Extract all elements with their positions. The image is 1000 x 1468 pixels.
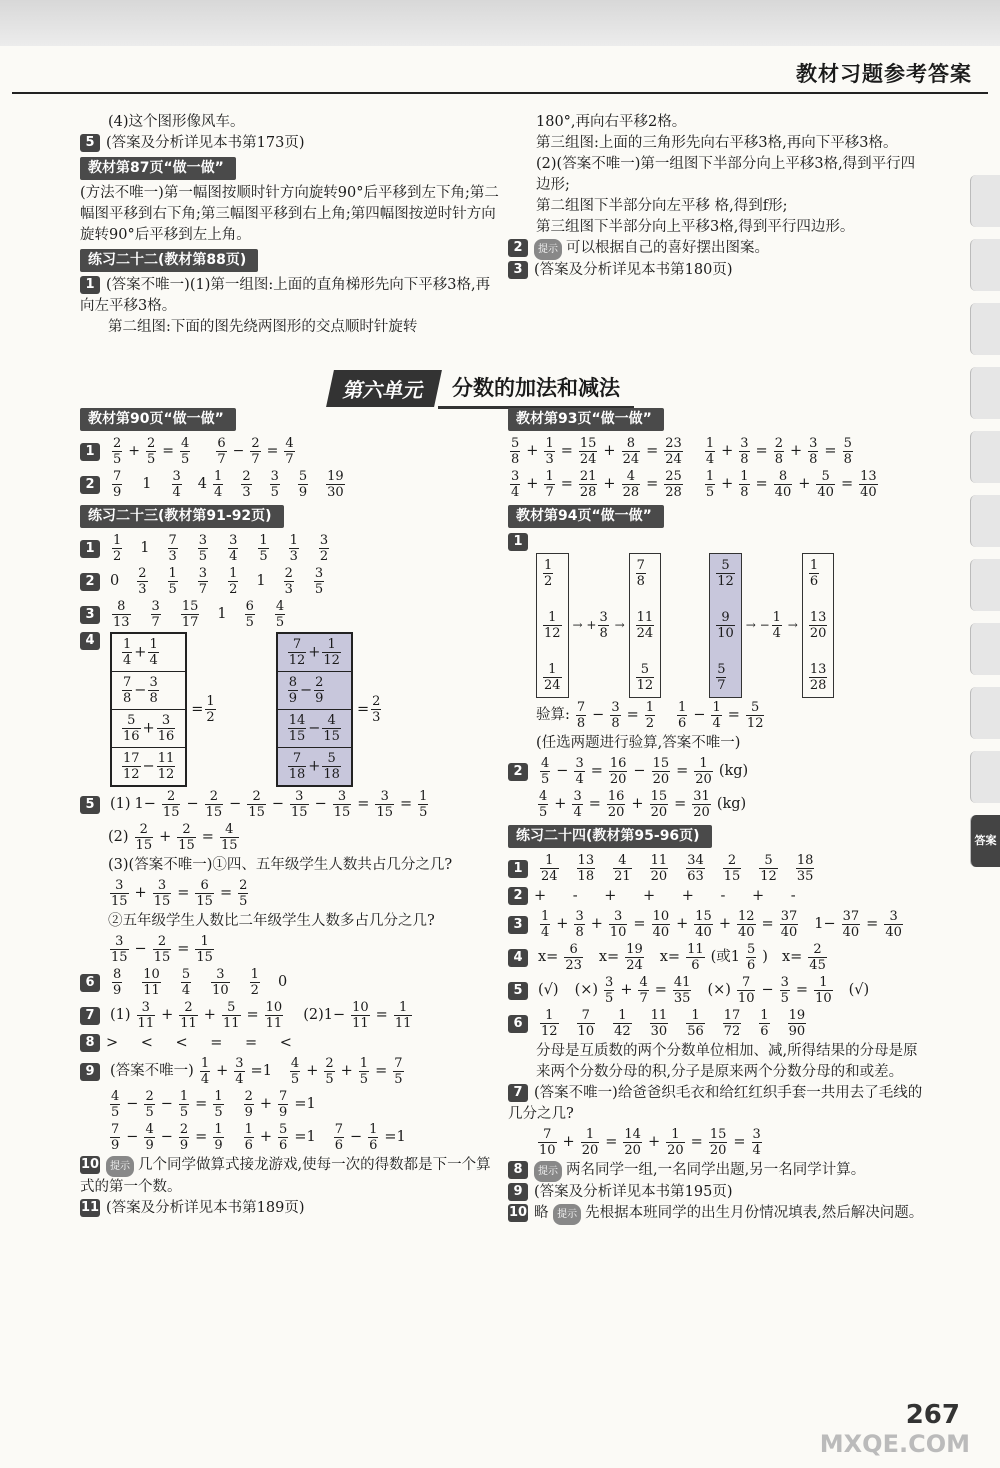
part-label: (1) — [110, 796, 131, 812]
question-number: 3 — [80, 606, 100, 624]
side-tab — [970, 687, 1000, 739]
text-line: 第三组图下半部分向上平移3格,得到平行四边形。 — [536, 219, 855, 235]
question-number: 1 — [508, 860, 528, 878]
right-bottom-column: 教材第93页“做一做” $\frac{5}{8}$ + $\frac{1}{3}$ = $\frac{15}{24}$ + $\frac{8}{24}$ = $\frac{23}{24}$ $\frac{1}{4}$ + $\frac{3}{8}$ = $\frac{2}{8}$ + $\frac{3}{8}$ = $\frac{5}{8}$ $\frac{3}{4}$ + $\frac{1}{7}$ = $\frac{21}{28}$ + $\frac{4}{28}$ = $\frac{25}{28}$ $\frac{1}{5}$ + $\frac{1}{8}$ = $\frac{8}{40}$ + $\frac{5}{40}$ = $\frac{13}{40}$ 教材第94页“做一做” 1 $\frac{1}{2}$ $\frac{1}{12}$ $\frac{1}{24}$ → + $\frac{3}{8}$ → $\frac{7}{8}$ $\frac{11}{24}$ $\frac{5}{12}$ $\frac{5}{12}$ $\frac{9}{10}$ $\frac{5}{7}$ → − $\frac{1}{4}$ → $\frac{1}{6}$ $\frac{13}{20}$ $\frac{13}{28}$ 验算: $\frac{7}{8}$ − $\frac{3}{8}$ = $\frac{1}{2}$ $\frac{1}{6}$ − $\frac{1}{4}$ = $\frac{5}{12}$ (任选两题进行验算,答案不唯一) 2 $\frac{4}{5}$ − $\frac{3}{4}$ = $\frac{16}{20}$ − $\frac{15}{20}$ = $\frac{1}{20}$ (kg) $\frac{4}{5}$ + $\frac{3}{4}$ = $\frac{16}{20}$ + $\frac{15}{20}$ = $\frac{31}{20}$ (kg) 练习二十四(教材第95-96页) 1 $\frac{1}{24}$ $\frac{13}{18}$ $\frac{4}{21}$ $\frac{11}{20}$ $\frac{34}{63}$ $\frac{2}{15}$ $\frac{5}{12}$ $\frac{18}{35}$ 2 + - + + + - + - 3 $\frac{1}{4}$ + $\frac{3}{8}$ + $\frac{3}{10}$ = $\frac{10}{40}$ + $\frac{15}{40}$ + $\frac{12}{40}$ = $\frac{37}{40}$ 1− $\frac{37}{40}$ = $\frac{3}{40}$ 4 x= $\frac{6}{23}$ x= $\frac{19}{24}$ x= $\frac{11}{6}$ (或1 $\frac{5}{6}$ ) x= $\frac{2}{45}$ 5 (√) (×) $\frac{3}{5}$ + $\frac{4}{7}$ = $\frac{41}{35}$ (×) $\frac{7}{10}$ − $\frac{3}{5}$ = $\frac{1}{10}$ (√) 6 $\frac{1}{12}$ $\frac{7}{10}$ $\frac{1}{42}$ $\frac{11}{30}$ $\frac{1}{56}$ $\frac{17}{72}$ $\frac{1}{6}$ $\frac{19}{90}$ 分母是互质数的两个分数单位相加、减,所得结果的分母是原来两个分数分母的积,分子是原来两个分数分母的和或差。 7 (答案不唯一)给爸爸织毛衣和给红红织手套一共用去了毛线的几分之几? $\frac{7}{10}$ + $\frac{1}{20}$ = $\frac{14}{20}$ + $\frac{1}{20}$ = $\frac{15}{20}$ = $\frac{3}{4}$ 8 提示 两名同学一组,一名同学出题,另一名同学计算。 9 (答案及分析详见本书第195页) 10 略 提示 先根据本班同学的出生月份情况填表,然后解决问题。 — [508, 405, 928, 1225]
side-tab — [970, 239, 1000, 291]
unit-tag: 第六单元 — [326, 370, 442, 407]
chain-output-1: $\frac{7}{8}$ $\frac{11}{24}$ $\frac{5}{12}$ — [629, 553, 662, 698]
question-number: 11 — [80, 1200, 100, 1215]
text-line: (任选两题进行验算,答案不唯一) — [536, 735, 741, 751]
text-line: (答案及分析详见本书第189页) — [106, 1200, 305, 1216]
page-number: 267 — [905, 1400, 960, 1430]
tip-badge: 提示 — [553, 1204, 581, 1225]
question-number: 1 — [508, 533, 528, 551]
text-line: 第二组图下半部分向左平移 格,得到f形; — [536, 198, 788, 214]
question-number: 2 — [80, 476, 100, 494]
text-line: 两名同学一组,一名同学出题,另一名同学计算。 — [566, 1162, 866, 1178]
question-number: 1 — [80, 443, 100, 461]
unit-name: 分数的加法和减法 — [438, 368, 634, 409]
section-heading: 练习二十四(教材第95-96页) — [508, 825, 712, 848]
tip-badge: 提示 — [534, 239, 562, 260]
question-number: 5 — [80, 134, 100, 152]
unit: (kg) — [716, 796, 747, 812]
section-heading: 练习二十二(教材第88页) — [80, 249, 258, 272]
question-number: 3 — [508, 916, 528, 934]
text-line: ②五年级学生人数比二年级学生人数多占几分之几? — [108, 913, 435, 929]
cross-mark: (×) — [574, 982, 599, 998]
side-tab — [970, 303, 1000, 355]
text-line: (4)这个图形像风车。 — [108, 114, 245, 130]
top-scan-band — [0, 0, 1000, 46]
section-heading: 练习二十三(教材第91-92页) — [80, 505, 284, 528]
question-number: 2 — [508, 763, 528, 781]
sign-answers: + - + + + - + - — [534, 888, 796, 904]
side-tab — [970, 431, 1000, 483]
question-number: 5 — [508, 982, 528, 1000]
question-number: 8 — [508, 1161, 528, 1179]
question-number: 4 — [508, 949, 528, 967]
unit-banner — [330, 368, 634, 409]
section-heading: 教材第93页“做一做” — [508, 408, 664, 431]
value: 0 — [110, 573, 120, 589]
side-tab — [970, 751, 1000, 803]
text-line: 180°,再向右平移2格。 — [536, 114, 687, 130]
cross-mark: (×) — [707, 982, 731, 998]
text-line: 几个同学做算式接龙游戏,使每一次的得数都是下一个算式的第一个数。 — [80, 1157, 491, 1195]
chain-input-1: $\frac{1}{2}$ $\frac{1}{12}$ $\frac{1}{24}$ — [536, 553, 569, 698]
section-heading: 教材第90页“做一做” — [80, 408, 236, 431]
question-number: 6 — [508, 1015, 528, 1033]
section-heading: 教材第94页“做一做” — [508, 505, 664, 528]
question-number: 2 — [508, 239, 528, 257]
question-number: 1 — [80, 276, 100, 294]
tick-mark: (√) — [848, 982, 870, 998]
left-bottom-column: 教材第90页“做一做” 1 $\frac{2}{5}$ + $\frac{2}{5}$ = $\frac{4}{5}$ $\frac{6}{7}$ − $\frac{2}{7}$ = $\frac{4}{7}$ 2 $\frac{7}{9}$ 1 $\frac{3}{4}$ 4 $\frac{1}{4}$ $\frac{2}{3}$ $\frac{3}{5}$ $\frac{5}{9}$ $\frac{19}{30}$ 练习二十三(教材第91-92页) 1 $\frac{1}{2}$ 1 $\frac{7}{3}$ $\frac{3}{5}$ $\frac{3}{4}$ $\frac{1}{5}$ $\frac{1}{3}$ $\frac{3}{2}$ 2 0 $\frac{2}{3}$ $\frac{1}{5}$ $\frac{3}{7}$ $\frac{1}{2}$ 1 $\frac{2}{3}$ $\frac{3}{5}$ 3 $\frac{8}{13}$ $\frac{3}{7}$ $\frac{15}{17}$ 1 $\frac{6}{5}$ $\frac{4}{5}$ 4 $\frac{1}{4}$ + $\frac{1}{4}$ $\frac{7}{8}$ − $\frac{3}{8}$ $\frac{5}{16}$ + $\frac{3}{16}$ $\frac{17}{12}$ − $\frac{11}{12}$ = $\frac{1}{2}$ $\frac{7}{12}$ + $\frac{1}{12}$ $\frac{8}{9}$ − $\frac{2}{9}$ $\frac{14}{15}$ − $\frac{4}{15}$ $\frac{7}{18}$ + $\frac{5}{18}$ = $\frac{2}{3}$ 5 (1) 1− $\frac{2}{15}$ − $\frac{2}{15}$ − $\frac{2}{15}$ − $\frac{3}{15}$ − $\frac{3}{15}$ = $\frac{3}{15}$ = $\frac{1}{5}$ (2) $\frac{2}{15}$ + $\frac{2}{15}$ = $\frac{4}{15}$ (3)(答案不唯一)①四、五年级学生人数共占几分之几? $\frac{3}{15}$ + $\frac{3}{15}$ = $\frac{6}{15}$ = $\frac{2}{5}$ ②五年级学生人数比二年级学生人数多占几分之几? $\frac{3}{15}$ − $\frac{2}{15}$ = $\frac{1}{15}$ 6 $\frac{8}{9}$ $\frac{10}{11}$ $\frac{5}{4}$ $\frac{3}{10}$ $\frac{1}{2}$ 0 7 (1) $\frac{3}{11}$ + $\frac{2}{11}$ + $\frac{5}{11}$ = $\frac{10}{11}$ (2)1− $\frac{10}{11}$ = $\frac{1}{11}$ 8 > < < = = < 9 (答案不唯一) $\frac{1}{4}$ + $\frac{3}{4}$ =1 $\frac{4}{5}$ + $\frac{2}{5}$ + $\frac{1}{5}$ = $\frac{7}{5}$ $\frac{4}{5}$ − $\frac{2}{5}$ − $\frac{1}{5}$ = $\frac{1}{5}$ $\frac{2}{9}$ + $\frac{7}{9}$ =1 $\frac{7}{9}$ − $\frac{4}{9}$ − $\frac{2}{9}$ = $\frac{1}{9}$ $\frac{1}{6}$ + $\frac{5}{6}$ =1 $\frac{7}{6}$ − $\frac{1}{6}$ =1 10 提示 几个同学做算式接龙游戏,使每一次的得数都是下一个算式的第一个数。 11 (答案及分析详见本书第189页) — [80, 405, 500, 1219]
watermark: MXQE.COM — [819, 1430, 970, 1458]
question-number: 4 — [80, 632, 100, 650]
question-number: 8 — [80, 1034, 100, 1052]
tip-badge: 提示 — [534, 1161, 562, 1182]
side-tab — [970, 175, 1000, 227]
text-line: (答案不唯一)(1)第一组图:上面的直角梯形先向下平移3格,再向左平移3格。 — [80, 277, 491, 314]
side-tabs — [970, 175, 1000, 879]
text-line: (答案及分析详见本书第173页) — [106, 135, 305, 151]
sum-box-2: $\frac{7}{12}$ + $\frac{1}{12}$ $\frac{8}{9}$ − $\frac{2}{9}$ $\frac{14}{15}$ − $\frac{4}{15}$ $\frac{7}{18}$ + $\frac{5}{18}$ — [276, 632, 353, 787]
question-number: 9 — [508, 1183, 528, 1201]
text-block: (方法不唯一)第一幅图按顺时针方向旋转90°后平移到左下角;第二幅图平移到右下角;第三幅图平移到右上角;第四幅图按逆时针方向旋转90°后平移到左上角。 — [80, 185, 499, 243]
part-label: (2) — [108, 829, 129, 845]
side-tab — [970, 623, 1000, 675]
chain-input-2: $\frac{5}{12}$ $\frac{9}{10}$ $\frac{5}{7}$ — [709, 553, 742, 698]
text-line: 先根据本班同学的出生月份情况填表,然后解决问题。 — [585, 1205, 924, 1221]
tick-mark: (√) — [538, 982, 559, 998]
question-number: 9 — [80, 1063, 100, 1081]
header-rule — [12, 92, 988, 94]
tip-badge: 提示 — [106, 1156, 134, 1177]
question-number: 1 — [80, 540, 100, 558]
right-top-column — [508, 112, 928, 281]
text-line: (答案及分析详见本书第180页) — [534, 262, 733, 278]
question-number: 10 — [80, 1157, 100, 1172]
text-line: 略 — [534, 1205, 549, 1221]
question-number: 7 — [508, 1084, 528, 1102]
comparison-answers: > < < = = < — [106, 1035, 292, 1051]
text-line: (答案不唯一) — [110, 1063, 194, 1079]
question-number: 2 — [80, 573, 100, 591]
text-line: 第三组图:上面的三角形先向右平移3格,再向下平移3格。 — [536, 135, 898, 151]
side-tab-answers: 答案 — [970, 815, 1000, 867]
check-label: 验算: — [536, 707, 570, 723]
question-number: 6 — [80, 974, 100, 992]
question-number: 2 — [508, 887, 528, 905]
side-tab — [970, 559, 1000, 611]
sum-box-1: $\frac{1}{4}$ + $\frac{1}{4}$ $\frac{7}{8}$ − $\frac{3}{8}$ $\frac{5}{16}$ + $\frac{3}{16}$ $\frac{17}{12}$ − $\frac{11}{12}$ — [110, 632, 187, 787]
text-line: 第二组图:下面的图先绕两图形的交点顺时针旋转 — [108, 319, 418, 335]
side-tab — [970, 495, 1000, 547]
left-top-column — [80, 112, 500, 338]
text-line: (答案及分析详见本书第195页) — [534, 1184, 733, 1200]
question-number: 3 — [508, 261, 528, 279]
section-heading: 教材第87页“做一做” — [80, 157, 236, 180]
text-line: (2)(答案不唯一)第一组图下半部分向上平移3格,得到平行四边形; — [536, 156, 916, 193]
text-line: (或1 — [710, 949, 741, 965]
value: 1 — [142, 476, 152, 492]
page-header-title: 教材习题参考答案 — [796, 62, 972, 86]
question-number: 5 — [80, 796, 100, 814]
side-tab — [970, 367, 1000, 419]
text-line: (答案不唯一)给爸爸织毛衣和给红红织手套一共用去了毛线的几分之几? — [508, 1085, 923, 1122]
unit: (kg) — [718, 763, 749, 779]
text-line: 可以根据自己的喜好摆出图案。 — [566, 240, 769, 256]
question-number: 10 — [508, 1205, 528, 1220]
value: 0 — [277, 974, 288, 990]
text-block: 分母是互质数的两个分数单位相加、减,所得结果的分母是原来两个分数分母的积,分子是原来两个分数分母的和或差。 — [536, 1043, 918, 1080]
question-number: 7 — [80, 1007, 100, 1025]
text-line: (3)(答案不唯一)①四、五年级学生人数共占几分之几? — [108, 857, 453, 873]
chain-output-2: $\frac{1}{6}$ $\frac{13}{20}$ $\frac{13}{28}$ — [802, 553, 835, 698]
